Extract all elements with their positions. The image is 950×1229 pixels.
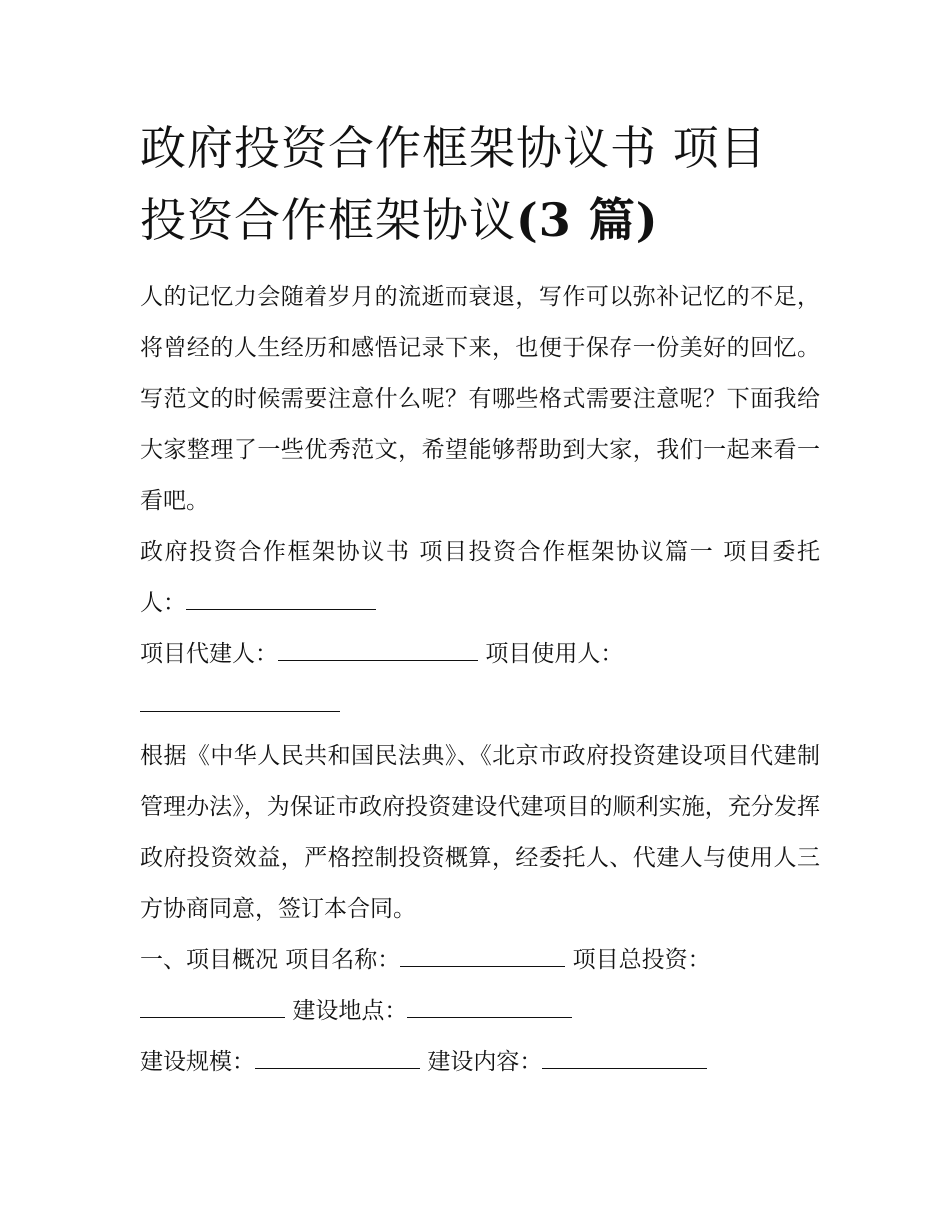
intro-paragraph: 人的记忆力会随着岁月的流逝而衰退，写作可以弥补记忆的不足，将曾经的人生经历和感悟记录下来，也便于保存一份美好的回忆。写范文的时候需要注意什么呢？有哪些格式需要注意呢？下面我给大家整理了一些优秀范文，希望能够帮助到大家，我们一起来看一看吧。 xyxy=(140,284,820,514)
scale-blank xyxy=(255,1044,420,1069)
scale-content-line xyxy=(140,1037,820,1088)
principal-blank xyxy=(186,585,376,610)
agent-blank xyxy=(278,636,478,661)
title-count: (3 篇) xyxy=(516,193,659,247)
body-paragraph: 根据《中华人民共和国民法典》、《北京市政府投资建设项目代建制管理办法》，为保证市政府投资建设代建项目的顺利实施，充分发挥政府投资效益，严格控制投资概算，经委托人、代建人与使用人三方协商同意，签订本合同。 xyxy=(140,743,820,922)
agent-label: 项目代建人： xyxy=(140,641,278,667)
scale-label: 建设规模： xyxy=(140,1049,255,1075)
total-investment-blank xyxy=(140,993,285,1018)
document-page xyxy=(140,112,820,1088)
total-investment-label: 项目总投资： xyxy=(572,947,711,973)
overview-line xyxy=(140,935,820,1037)
location-label: 建设地点： xyxy=(292,998,408,1024)
project-name-blank xyxy=(400,942,565,967)
agent-user-line xyxy=(140,629,820,731)
content-blank xyxy=(542,1044,707,1069)
title-line-2: 投资合作框架协议 xyxy=(140,193,516,247)
user-blank xyxy=(140,687,340,712)
location-blank xyxy=(407,993,572,1018)
overview-label: 一、项目概况 项目名称： xyxy=(140,947,401,973)
section-heading-text: 政府投资合作框架协议书 项目投资合作框架协议篇一 项目委托人： xyxy=(140,539,820,616)
title-line-1: 政府投资合作框架协议书 项目 xyxy=(140,121,767,175)
section-heading xyxy=(140,527,820,629)
content-label: 建设内容： xyxy=(427,1049,543,1075)
user-label: 项目使用人： xyxy=(485,641,624,667)
document-title xyxy=(140,112,820,256)
